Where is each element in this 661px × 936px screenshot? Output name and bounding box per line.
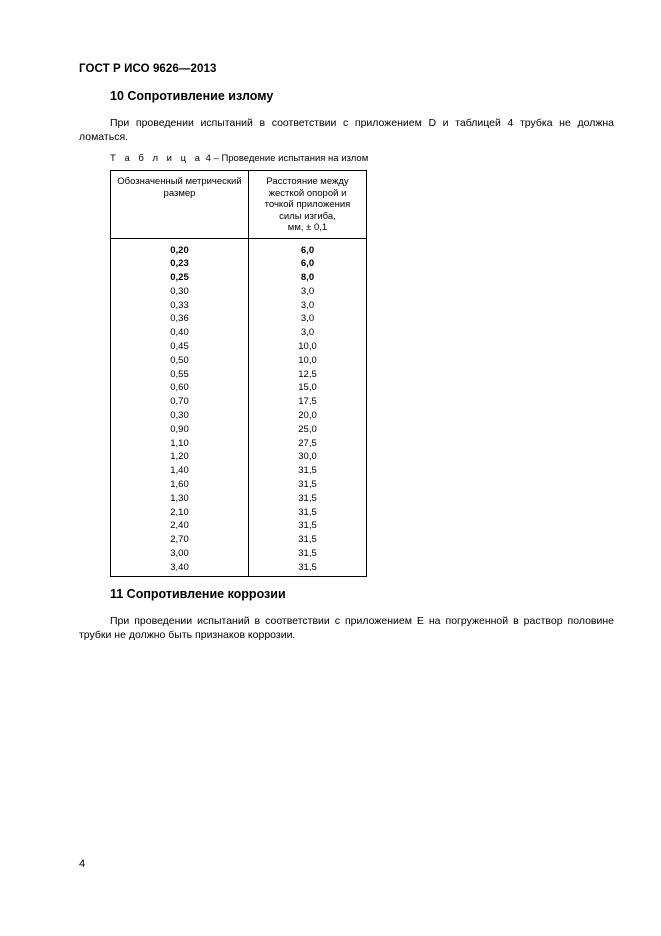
- cell-distance: 3,0: [249, 285, 367, 299]
- cell-size: 0,20: [111, 238, 249, 257]
- cell-distance: 12,5: [249, 368, 367, 382]
- cell-size: 1,20: [111, 450, 249, 464]
- table-row: [111, 437, 367, 451]
- table-body: [111, 238, 367, 576]
- table-row: [111, 519, 367, 533]
- table-row: [111, 478, 367, 492]
- cell-size: 2,70: [111, 533, 249, 547]
- table-row: [111, 257, 367, 271]
- table-row: [111, 271, 367, 285]
- col-header-size: Обозначенный метрический размер: [111, 171, 249, 239]
- section-11-title: 11 Сопротивление коррозии: [110, 587, 286, 601]
- cell-size: 0,40: [111, 326, 249, 340]
- table-row: [111, 381, 367, 395]
- col-header-distance-line: жесткой опорой и: [268, 187, 347, 199]
- cell-size: 1,60: [111, 478, 249, 492]
- cell-size: 0,70: [111, 395, 249, 409]
- table-caption: [110, 153, 368, 164]
- cell-distance: 27,5: [249, 437, 367, 451]
- col-header-distance: [249, 171, 367, 239]
- cell-size: 0,60: [111, 381, 249, 395]
- cell-distance: 20,0: [249, 409, 367, 423]
- cell-size: 0,36: [111, 312, 249, 326]
- table-row: [111, 492, 367, 506]
- page-number: 4: [79, 858, 86, 870]
- table-row: [111, 326, 367, 340]
- table-caption-text: 4 – Проведение испытания на излом: [202, 153, 369, 164]
- table-row: [111, 354, 367, 368]
- table-row: [111, 409, 367, 423]
- cell-size: 2,10: [111, 506, 249, 520]
- table-row: [111, 299, 367, 313]
- table-row: [111, 561, 367, 576]
- cell-distance: 31,5: [249, 464, 367, 478]
- cell-distance: 31,5: [249, 519, 367, 533]
- col-header-distance-line: мм, ± 0,1: [287, 222, 328, 233]
- cell-size: 0,30: [111, 285, 249, 299]
- table-row: [111, 464, 367, 478]
- cell-size: 0,55: [111, 368, 249, 382]
- section-11-paragraph: При проведении испытаний в соответствии с приложением Е на погруженной в раствор половине трубки не должно быть признаков коррозии.: [79, 615, 614, 641]
- cell-distance: 10,0: [249, 354, 367, 368]
- document-header: ГОСТ Р ИСО 9626—2013: [79, 63, 217, 75]
- table-row: [111, 533, 367, 547]
- col-header-distance-line: Расстояние между: [266, 176, 349, 187]
- table-row: [111, 238, 367, 257]
- cell-size: 0,45: [111, 340, 249, 354]
- cell-distance: 31,5: [249, 561, 367, 576]
- cell-distance: 31,5: [249, 492, 367, 506]
- cell-distance: 15,0: [249, 381, 367, 395]
- table-row: [111, 450, 367, 464]
- cell-size: 3,00: [111, 547, 249, 561]
- cell-distance: 6,0: [249, 257, 367, 271]
- cell-distance: 8,0: [249, 271, 367, 285]
- cell-size: 1,10: [111, 437, 249, 451]
- cell-distance: 17,5: [249, 395, 367, 409]
- section-10-paragraph: При проведении испытаний в соответствии с приложением D и таблицей 4 трубка не должна ломаться.: [79, 117, 614, 143]
- table-caption-label: Т а б л и ц а: [110, 153, 203, 164]
- cell-size: 2,40: [111, 519, 249, 533]
- table-row: [111, 285, 367, 299]
- cell-distance: 31,5: [249, 547, 367, 561]
- cell-size: 0,23: [111, 257, 249, 271]
- cell-distance: 25,0: [249, 423, 367, 437]
- cell-size: 0,33: [111, 299, 249, 313]
- cell-distance: 31,5: [249, 506, 367, 520]
- table-row: [111, 547, 367, 561]
- cell-size: 0,50: [111, 354, 249, 368]
- cell-size: 0,25: [111, 271, 249, 285]
- table-row: [111, 395, 367, 409]
- cell-size: 3,40: [111, 561, 249, 576]
- cell-size: 0,90: [111, 423, 249, 437]
- cell-distance: 30,0: [249, 450, 367, 464]
- cell-size: 0,30: [111, 409, 249, 423]
- cell-distance: 3,0: [249, 299, 367, 313]
- table-row: [111, 312, 367, 326]
- cell-distance: 31,5: [249, 533, 367, 547]
- col-header-distance-line: силы изгиба,: [279, 210, 336, 222]
- cell-distance: 3,0: [249, 326, 367, 340]
- table-row: [111, 368, 367, 382]
- section-10-title: 10 Сопротивление излому: [110, 89, 274, 103]
- cell-distance: 31,5: [249, 478, 367, 492]
- table-row: [111, 423, 367, 437]
- table-row: [111, 340, 367, 354]
- table-header-row: [111, 171, 367, 239]
- cell-size: 1,30: [111, 492, 249, 506]
- table-row: [111, 506, 367, 520]
- col-header-distance-line: точкой приложения: [264, 199, 351, 210]
- cell-size: 1,40: [111, 464, 249, 478]
- cell-distance: 10,0: [249, 340, 367, 354]
- cell-distance: 3,0: [249, 312, 367, 326]
- table-bend-test: [110, 170, 367, 577]
- cell-distance: 6,0: [249, 238, 367, 257]
